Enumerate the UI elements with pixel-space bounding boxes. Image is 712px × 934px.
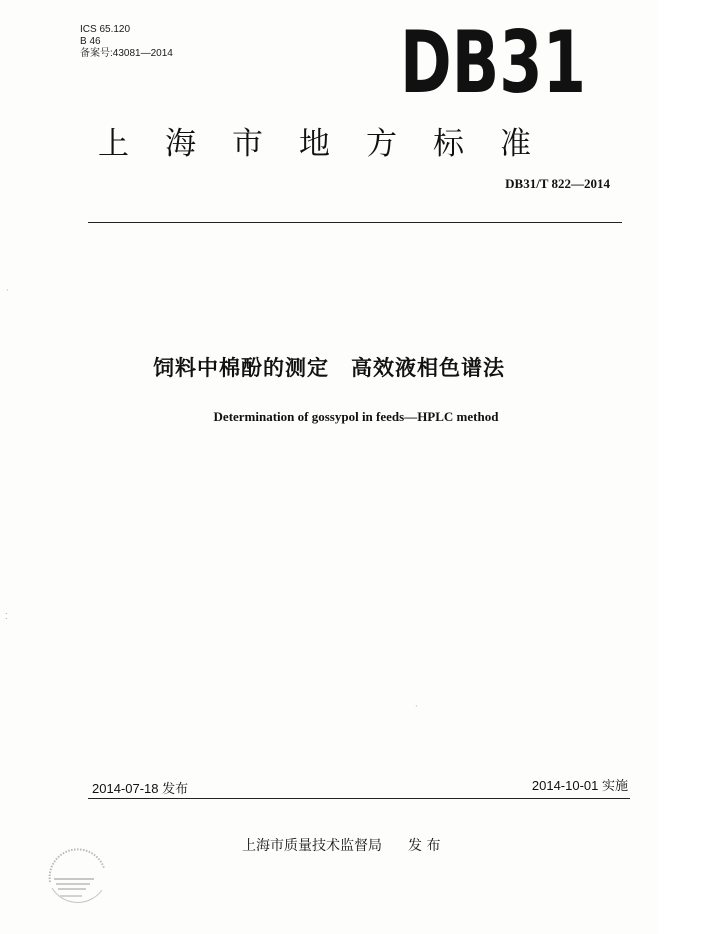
scan-speck: · <box>415 702 418 711</box>
document-title-cn: 饲料中棉酚的测定 高效液相色谱法 <box>153 356 505 380</box>
ics-code: ICS 65.120 <box>80 24 131 35</box>
publisher-line <box>242 835 440 855</box>
document-title-en: Determination of gossypol in feeds—HPLC method <box>213 409 499 424</box>
db31-logo <box>398 13 588 113</box>
watermark-stamp <box>40 838 114 912</box>
ccs-code: B 46 <box>80 36 101 47</box>
scan-speck: · <box>6 286 9 295</box>
standard-category: 上海市地方标准 <box>98 126 567 162</box>
header-rule <box>88 222 622 223</box>
scan-speck: ⁚ <box>5 612 8 621</box>
issue-date: 2014-07-18 发布 <box>92 781 189 796</box>
publisher-name: 上海市质量技术监督局 <box>242 838 382 854</box>
publish-verb: 发 布 <box>408 838 441 854</box>
classification-block <box>80 24 173 60</box>
implementation-date: 2014-10-01 实施 <box>531 778 628 793</box>
standard-number: DB31/T 822—2014 <box>505 176 610 191</box>
db31-logo-text: DB31 <box>400 13 586 113</box>
record-number: 备案号:43081—2014 <box>80 48 173 59</box>
footer-rule <box>88 798 630 799</box>
